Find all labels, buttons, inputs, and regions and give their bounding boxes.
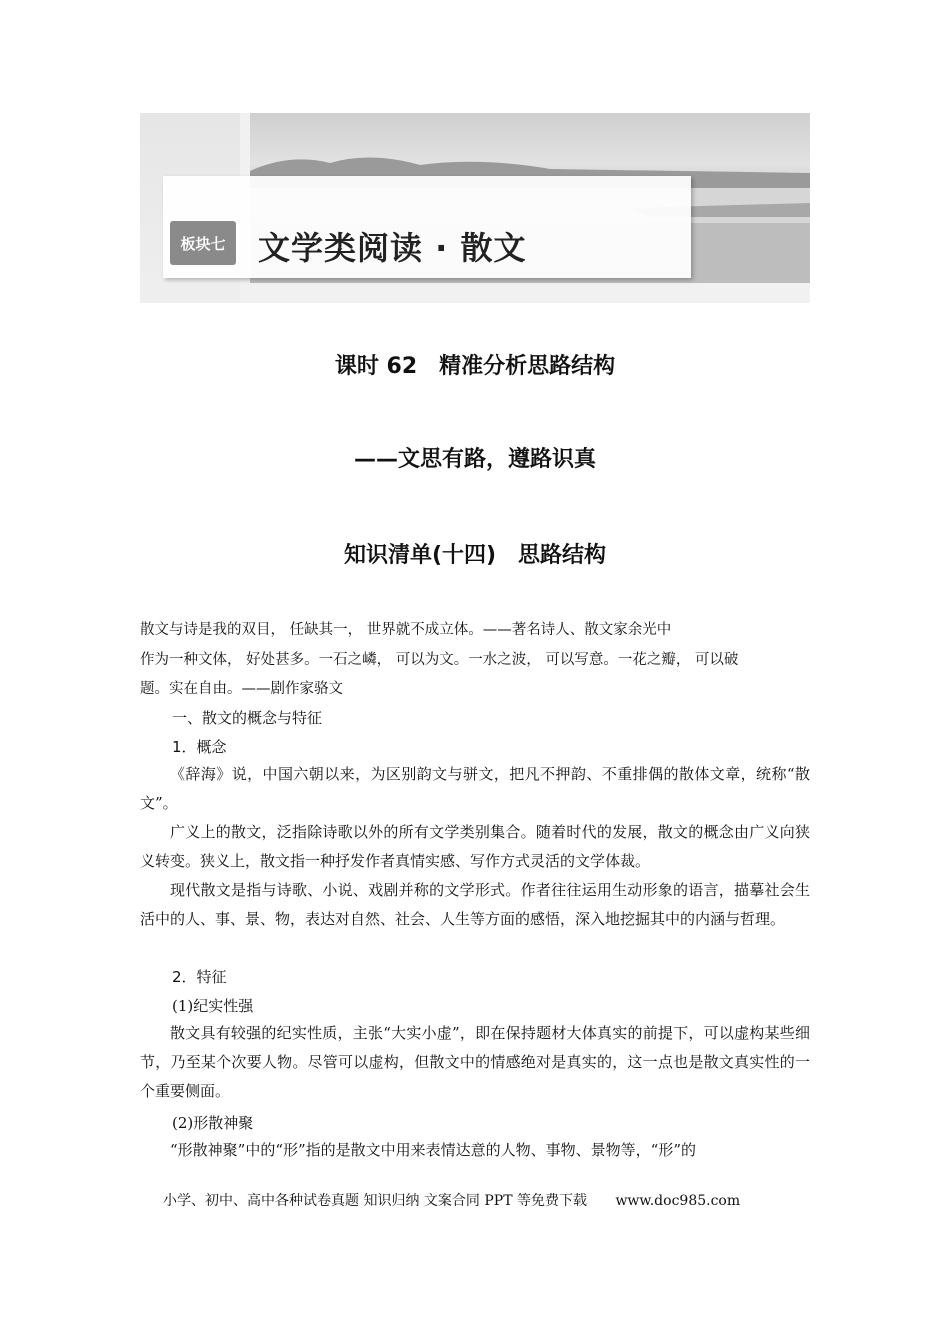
lesson-heading: 课时 62 精准分析思路结构 [334,354,616,379]
feature-1-text: 散文具有较强的纪实性质，主张“大实小虚”，即在保持题材大体真实的前提下，可以虚构某些细节，乃至某个次要人物。尽管可以虚构，但散文中的情感绝对是真实的，这一点也是散文真实性的一个重要侧面。 [140,1024,810,1100]
quote-line-3: 题。实在自由。——剧作家骆文 [140,681,343,697]
paragraph-definition: 《辞海》说，中国六朝以来，为区别韵文与骈文，把凡不押韵、不重排偶的散体文章，统称“散文”。 [140,765,810,812]
section-title: 一、散文的概念与特征 [172,709,323,727]
paragraph-modern-prose: 现代散文是指与诗歌、小说、戏剧并称的文学形式。作者往往运用生动形象的语言，描摹社会生活中的人、事、景、物，表达对自然、社会、人生等方面的感悟，深入地挖掘其中的内涵与哲理。 [140,881,810,928]
footer-text: 小学、初中、高中各种试卷真题 知识归纳 文案合同 PPT 等免费下载 [163,1193,587,1209]
feature-2-text: “形散神聚”中的“形”指的是散文中用来表情达意的人物、事物、景物等，“形”的 [170,1141,697,1159]
subtitle-heading: ——文思有路，遵路识真 [353,447,596,472]
paragraph-broad-sense: 广义上的散文，泛指除诗歌以外的所有文学类别集合。随着时代的发展，散文的概念由广义向狭义转变。狭义上，散文指一种抒发作者真情实感、写作方式灵活的文学体裁。 [140,823,810,870]
footer [163,1190,740,1210]
feature-title: 2．特征 [172,968,227,986]
feature-1-title: (1)纪实性强 [172,997,254,1015]
banner [140,113,810,303]
quote-line-2: 作为一种文体， 好处甚多。一石之嶙， 可以为文。一水之波， 可以写意。一花之瓣， 可以破 [140,652,739,668]
concept-title: 1．概念 [172,738,227,756]
section-badge: 板块七 [170,221,236,265]
footer-link[interactable]: www.doc985.com [615,1193,741,1209]
quote-line-1: 散文与诗是我的双目， 任缺其一， 世界就不成立体。——著名诗人、散文家余光中 [140,622,672,638]
feature-2-title: (2)形散神聚 [172,1114,254,1132]
banner-title: 文学类阅读 · 散文 [258,229,527,267]
checklist-heading: 知识清单(十四) 思路结构 [343,543,607,568]
